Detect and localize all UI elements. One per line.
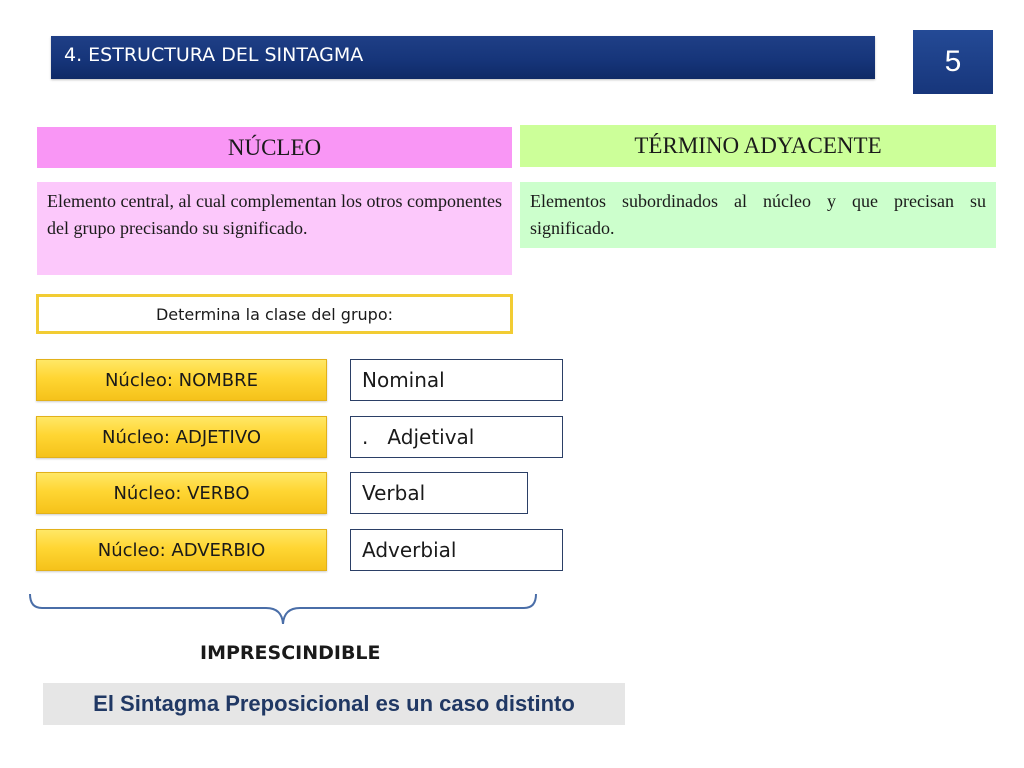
determina-clase-label: Determina la clase del grupo: xyxy=(36,294,513,334)
nucleo-adjetivo-box: Núcleo: ADJETIVO xyxy=(36,416,327,458)
nucleo-description: Elemento central, al cual complementan los otros componentes del grupo precisando su significado. xyxy=(37,182,512,275)
curly-brace-icon xyxy=(26,590,540,630)
imprescindible-label: IMPRESCINDIBLE xyxy=(200,642,381,664)
slide-title: 4. ESTRUCTURA DEL SINTAGMA xyxy=(64,44,364,66)
clase-nominal-box: Nominal xyxy=(350,359,563,401)
termino-adyacente-description: Elementos subordinados al núcleo y que precisan su significado. xyxy=(520,182,996,248)
clase-adverbial-box: Adverbial xyxy=(350,529,563,571)
preposicional-note: El Sintagma Preposicional es un caso distinto xyxy=(43,683,625,725)
slide-title-bar xyxy=(51,36,875,79)
nucleo-nombre-box: Núcleo: NOMBRE xyxy=(36,359,327,401)
nucleo-heading: NÚCLEO xyxy=(37,127,512,168)
nucleo-adverbio-box: Núcleo: ADVERBIO xyxy=(36,529,327,571)
clase-adjetival-box: . Adjetival xyxy=(350,416,563,458)
nucleo-verbo-box: Núcleo: VERBO xyxy=(36,472,327,514)
termino-adyacente-heading: TÉRMINO ADYACENTE xyxy=(520,125,996,167)
slide-number: 5 xyxy=(913,30,993,94)
clase-verbal-box: Verbal xyxy=(350,472,528,514)
